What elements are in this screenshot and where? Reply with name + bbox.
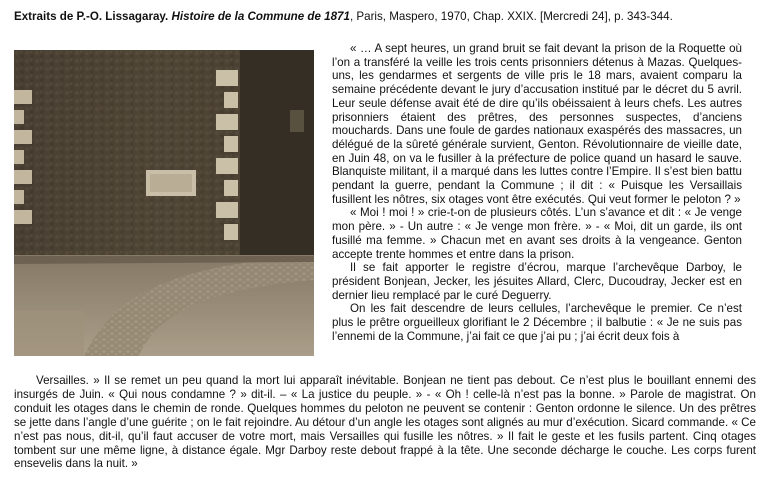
continuation-text — [14, 374, 756, 471]
paragraph-1: « … A sept heures, un grand bruit se fait devant la prison de la Roquette où l’on a transféré la veille les trois cents prisonniers détenus à Mazas. Quelques-uns, les gendarmes et sergents de ville pris le 18 mars, avaient comparu la semaine précédente devant le jury d’accusation institué par le décret du 5 avril. Leur seule défense avait été de dire qu’ils obéissaient à leurs chefs. Les autres prisonniers étaient des prêtres, des personnes suspectes, d’anciens mouchards. Dans une foule de gardes nationaux exaspérés des massacres, un délégué de la sûreté générale survient, Genton. Révolutionnaire de vieille date, en Juin 48, on va le fusiller à la préfecture de police quand un hasard le sauve. Blanquiste militant, il a marqué dans les luttes contre l’Empire. Il s’est bien battu pendant la guerre, pendant la Commune ; il dit : « Puisque les Versaillais fusillent les nôtres, six otages vont être exécutés. Qui veut former le peloton ? » — [332, 42, 742, 206]
citation-header — [14, 10, 760, 24]
text-column — [332, 42, 742, 343]
historic-photo — [14, 50, 314, 356]
historic-photo-prison-wall-courtyard-icon — [14, 50, 314, 356]
paragraph-2: « Moi ! moi ! » crie-t-on de plusieurs côtés. L’un s’avance et dit : « Je venge mon père. » - Un autre : « Je venge mon frère. » - « Moi, dit un garde, ils ont fusillé ma femme. » Chacun met en avant ses droits à la vengeance. Genton accepte trente hommes et entre dans la prison. — [332, 206, 742, 261]
paragraph-4: On les fait descendre de leurs cellules, l’archevêque le premier. Ce n’est plus le prêtre orgueilleux glorifiant le 2 Décembre ; il balbutie : « Je ne suis pas l’ennemi de la Commune, j’ai fait ce que j’ai pu ; j’ai écrit deux fois à — [332, 302, 742, 343]
citation-author: Extraits de P.-O. Lissagaray. — [14, 10, 169, 23]
paragraph-3: Il se fait apporter le registre d’écrou, marque l’archevêque Darboy, le président Bonjean, Jecker, les jésuites Allard, Clerc, Ducoudray, Jecker est en dernier lieu remplacé par le curé Deguerry. — [332, 261, 742, 302]
citation-title: Histoire de la Commune de 1871 — [171, 10, 350, 23]
paragraph-5: Versailles. » Il se remet un peu quand la mort lui apparaît inévitable. Bonjean ne tient pas debout. Ce n’est plus le bouillant ennemi des insurgés de Juin. « Qui nous condamne ? » dit-il. – « La justice du peuple. » - « Oh ! celle-là n’est pas la bonne. » Parole de magistrat. On conduit les otages dans le chemin de ronde. Quelques hommes du peloton ne peuvent se contenir : Genton ordonne le silence. Un des prêtres se jette dans l’angle d’une guérite ; on le fait rejoindre. Au détour d’un angle les otages sont alignés au mur d’exécution. Sicard commande. « Ce n’est pas nous, dit-il, qu’il faut accuser de votre mort, mais Versailles qui fusille les nôtres. » Il fait le geste et les fusils partent. Cinq otages tombent sur une même ligne, à distance égale. Mgr Darboy reste debout frappé à la tête. Une seconde décharge le couche. Les corps furent ensevelis dans la nuit. » — [14, 374, 756, 471]
citation-details: , Paris, Maspero, 1970, Chap. XXIX. [Mercredi 24], p. 343-344. — [349, 10, 673, 23]
